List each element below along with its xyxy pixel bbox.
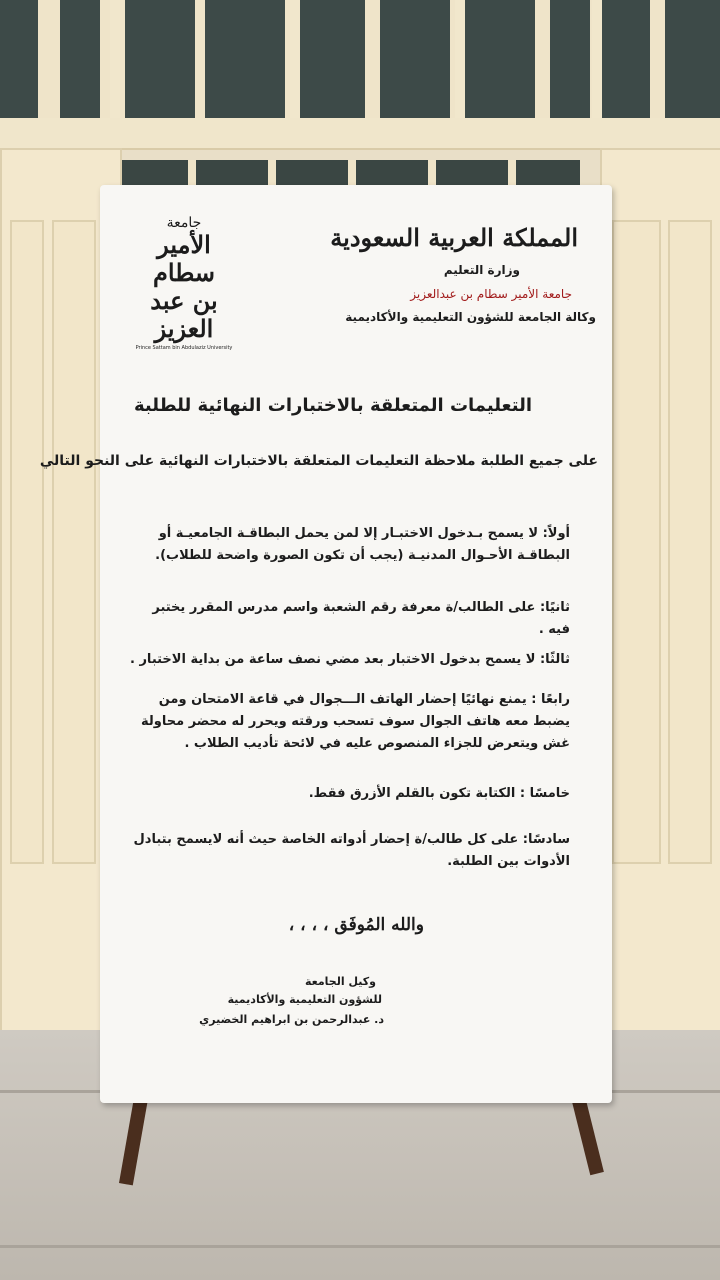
university-line: جامعة الأمير سطام بن عبدالعزيز — [410, 287, 572, 301]
closing-phrase: والله المُوفَق ، ، ، ، — [288, 915, 424, 935]
agency-line: وكالة الجامعة للشؤون التعليمية والأكاديمية — [345, 310, 596, 324]
instruction-5: خامسًا : الكتابة تكون بالقلم الأزرق فقط. — [308, 786, 570, 801]
signature-dept: للشؤون التعليمية والأكاديمية — [227, 993, 382, 1006]
instruction-3: ثالثًا: لا يسمح بدخول الاختبار بعد مضي نصف ساعة من بداية الاختبار . — [129, 652, 570, 667]
lintel — [0, 118, 720, 150]
instruction-6: سادسًا: على كل طالب/ة إحضار أدواته الخاصة حيث أنه لايسمح بتبادل الأدوات بين الطلبة. — [133, 832, 570, 869]
logo-line-3: بن عبد العزيز — [150, 286, 218, 343]
banner-intro: على جميع الطلبة ملاحظة التعليمات المتعلقة بالاختبارات النهائية على النحو التالي — [39, 453, 598, 469]
signature-role: وكيل الجامعة — [304, 975, 376, 988]
logo-line-2: الأمير سطام — [153, 230, 215, 287]
instructions-banner — [39, 185, 612, 1103]
university-logo — [134, 215, 234, 351]
window-grille — [0, 0, 720, 125]
kingdom-heading: المملكة العربية السعودية — [330, 223, 578, 252]
right-door — [600, 148, 720, 1032]
instruction-2: ثانيًا: على الطالب/ة معرفة رقم الشعبة واسم مدرس المقرر يختبر فيه . — [152, 600, 570, 637]
banner-title: التعليمات المتعلقة بالاختبارات النهائية للطلبة — [134, 395, 532, 416]
logo-english: Prince Sattam bin Abdulaziz University — [135, 345, 233, 351]
signature-name: د. عبدالرحمن بن ابراهيم الخضيري — [199, 1013, 384, 1026]
instruction-1: أولاً: لا يسمح بـدخول الاختبـار إلا لمن يحمل البطاقـة الجامعيـة أو البطاقـة الأحـوال المدنيـة (يجب أن تكون الصورة واضحة للطلاب). — [155, 526, 570, 563]
logo-line-1: جامعة — [166, 215, 202, 231]
instruction-4: رابعًا : يمنع نهائيًا إحضار الهاتف الـــجوال في قاعة الامتحان ومن يضبط معه هاتف الجوال سوف تسحب ورقته ويحرر له محضر محاولة غش ويتعرض للجزاء المنصوص عليه في لائحة تأديب الطلاب . — [141, 692, 570, 751]
ministry-line: وزارة التعليم — [443, 263, 520, 277]
